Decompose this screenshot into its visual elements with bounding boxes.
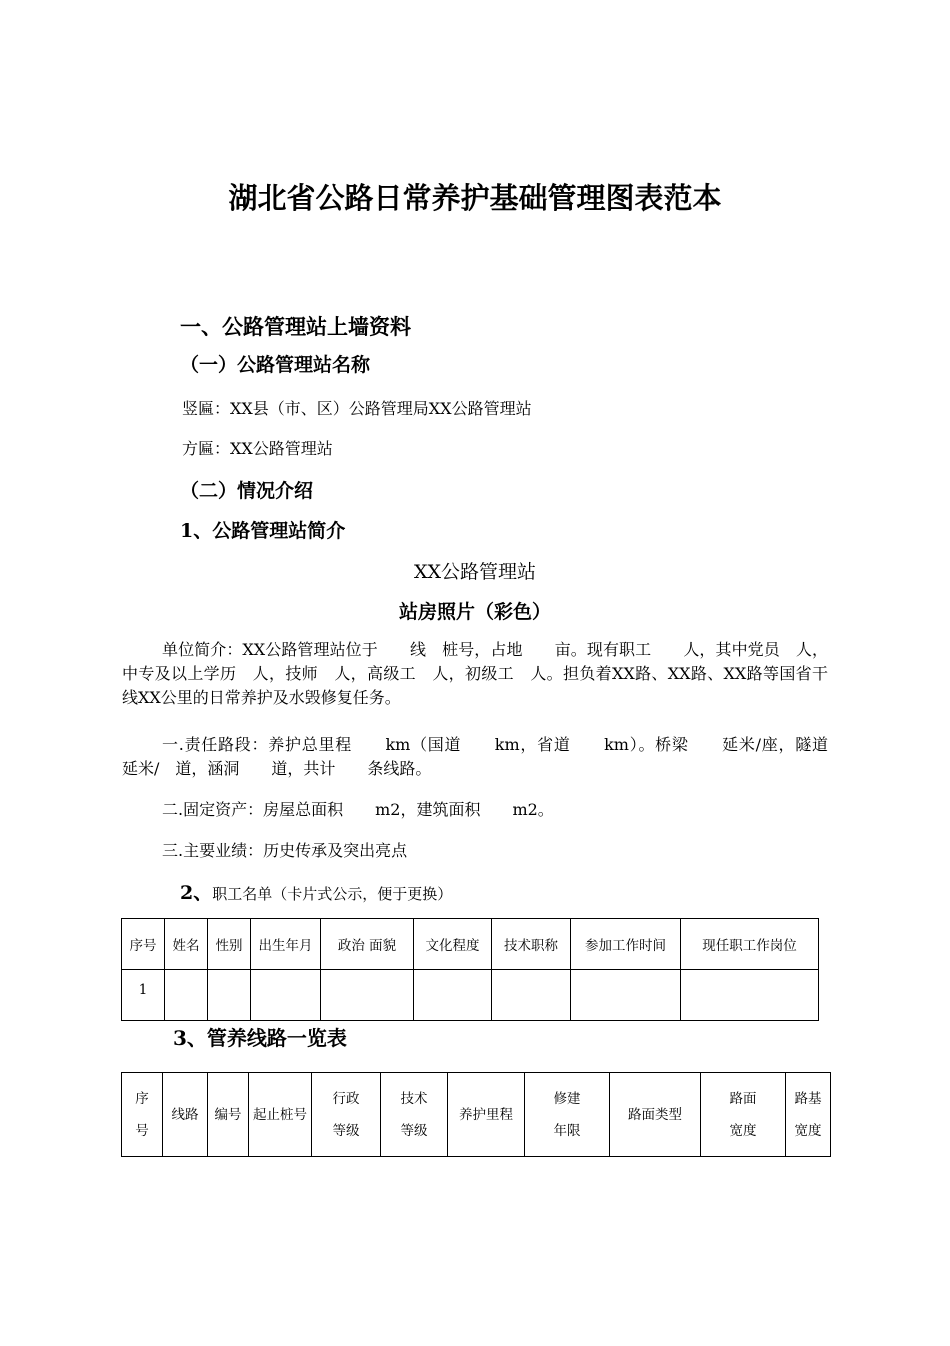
intro-paragraph: 单位简介：XX公路管理站位于 线 桩号，占地 亩。现有职工 人，其中党员 人，中专及以上学历 人，技师 人，高级工 人，初级工 人。担负着XX路、XX路、XX路等国省干线XX公里的日常养护及水毁修复任务。 — [122, 640, 828, 707]
staff-table — [121, 918, 819, 1021]
table-row — [122, 970, 819, 1021]
table-header-row — [122, 919, 819, 970]
table-header: 现任职工作岗位 — [681, 919, 819, 970]
table-cell — [321, 970, 414, 1021]
section-heading: 一、公路管理站上墙资料 — [180, 314, 411, 339]
table-cell — [165, 970, 208, 1021]
photo-caption: 站房照片（彩色） — [398, 601, 551, 623]
table-cell — [251, 970, 321, 1021]
table-header: 行政 等级 — [312, 1073, 381, 1157]
table-header: 编号 — [208, 1073, 249, 1157]
item-text: 职工名单（卡片式公示，便于更换） — [212, 885, 453, 903]
table-header: 路基宽度 — [786, 1073, 831, 1157]
table-cell — [208, 970, 251, 1021]
subsection-heading-intro: （二）情况介绍 — [180, 480, 314, 502]
vertical-plaque-text: 竖匾：XX县（市、区）公路管理局XX公路管理站 — [182, 399, 532, 418]
achievements-paragraph: 三.主要业绩：历史传承及突出亮点 — [162, 841, 408, 860]
table-header: 性别 — [208, 919, 251, 970]
table-header: 技术职称 — [492, 919, 571, 970]
table-header: 文化程度 — [414, 919, 492, 970]
table-cell — [681, 970, 819, 1021]
item-number: 2、 — [180, 882, 213, 904]
item-heading-station-intro: 1、公路管理站简介 — [180, 520, 346, 542]
document-title: 湖北省公路日常养护基础管理图表范本 — [228, 181, 722, 215]
table-cell — [414, 970, 492, 1021]
table-header: 养护里程 — [448, 1073, 525, 1157]
table-header: 技术 等级 — [381, 1073, 448, 1157]
table-header: 出生年月 — [251, 919, 321, 970]
table-header: 参加工作时间 — [571, 919, 681, 970]
table-header: 线路 — [163, 1073, 208, 1157]
square-plaque-text: 方匾：XX公路管理站 — [182, 439, 333, 458]
table-header: 起止桩号 — [249, 1073, 312, 1157]
table-header: 序 号 — [122, 1073, 163, 1157]
route-table — [121, 1072, 831, 1157]
subsection-heading-name: （一）公路管理站名称 — [180, 354, 371, 376]
table-cell — [492, 970, 571, 1021]
assets-paragraph: 二.固定资产：房屋总面积 m2，建筑面积 m2。 — [162, 800, 554, 819]
table-header: 姓名 — [165, 919, 208, 970]
table-header: 序号 — [122, 919, 165, 970]
table-header: 政治 面貌 — [321, 919, 414, 970]
table-header: 修建 年限 — [525, 1073, 610, 1157]
station-name: XX公路管理站 — [413, 561, 537, 583]
table-cell — [571, 970, 681, 1021]
table-header: 路面类型 — [610, 1073, 701, 1157]
item-heading-routes: 3、管养线路一览表 — [173, 1026, 347, 1050]
table-header-row — [122, 1073, 831, 1157]
table-header: 路面 宽度 — [701, 1073, 786, 1157]
item-heading-staff-list — [180, 878, 452, 905]
duty-paragraph: 一.责任路段：养护总里程 km（国道 km，省道 km）。桥梁 延米/座，隧道 延米/ 道，涵洞 道，共计 条线路。 — [122, 735, 861, 778]
table-cell: 1 — [122, 970, 165, 1021]
